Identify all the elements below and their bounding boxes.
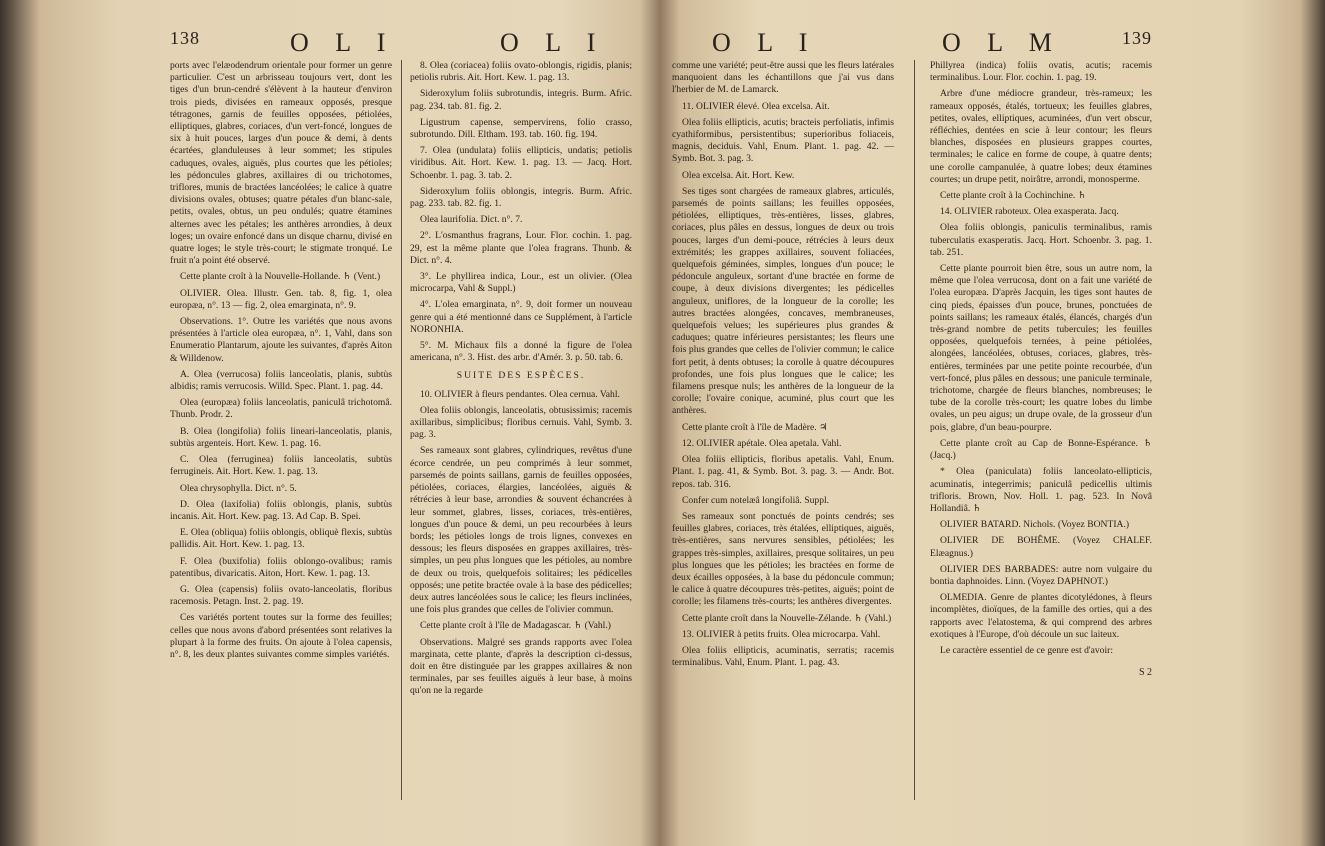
- running-head-right: [672, 28, 1152, 56]
- paragraph: Sideroxylum foliis oblongis, integris. Burm. Afric. pag. 233. tab. 82. fig. 1.: [410, 185, 632, 210]
- paragraph: Olea foliis ellipticis, acuminatis, serratis; racemis terminalibus. Vahl, Enum. Plant. 1. pag. 43.: [672, 644, 894, 669]
- paragraph: 5°. M. Michaux fils a donné la figure de l'olea americana, n°. 3. Hist. des arbr. d'Amér. 3. p. 50. tab. 6.: [410, 340, 632, 364]
- paragraph: G. Olea (capensis) foliis ovato-lanceolatis, floribus racemosis. Petagn. Inst. 2. pag. 19.: [170, 583, 392, 608]
- paragraph: 8. Olea (coriacea) foliis ovato-oblongis, rigidis, planis; petiolis rubris. Ait. Hort. Kew. 1. pag. 13.: [410, 60, 632, 84]
- paragraph: 12. OLIVIER apétale. Olea apetala. Vahl.: [682, 437, 842, 449]
- paragraph: Observations. Malgré ses grands rapports avec l'olea marginata, cette plante, d'après la description ci-dessus, doit en être distinguée par les grappes axillaires & non terminales, par ses feuilles aiguës à leur base, à moins qu'on ne la regarde: [410, 636, 632, 697]
- paragraph: Cette plante croît à la Cochinchine. ♄: [940, 190, 1087, 202]
- page-number: 138: [170, 28, 200, 48]
- section-heading: SUITE DES ESPÈCES.: [456, 370, 586, 382]
- paragraph: OLIVIER DES BARBADES: autre nom vulgaire du bontia daphnoides. Linn. (Voyez DAPHNOT.): [930, 563, 1152, 587]
- paragraph: Cette plante croît à la Nouvelle-Hollande. ♄ (Vent.): [180, 271, 381, 283]
- column-rule: [914, 60, 915, 800]
- text-column: [410, 60, 632, 702]
- running-head-title: O L M: [942, 28, 1062, 57]
- paragraph: Olea foliis ellipticis, floribus apetalis. Vahl, Enum. Plant. 1. pag. 41, & Symb. Bot. 3. pag. 3. — Andr. Bot. repos. tab. 316.: [672, 454, 894, 490]
- text-column: [672, 60, 894, 673]
- signature-mark: S 2: [1138, 666, 1152, 678]
- paragraph: Olea (europæa) foliis lanceolatis, paniculâ trichotomâ. Thunb. Prodr. 2.: [170, 397, 392, 421]
- paragraph: 4°. L'olea emarginata, n°. 9, doit former un nouveau genre qui a été mentionné dans ce Supplément, à l'article NORONHIA.: [410, 299, 632, 335]
- paragraph: Phillyrea (indica) foliis ovatis, acutis; racemis terminalibus. Lour. Flor. cochin. 1. pag. 19.: [930, 60, 1152, 84]
- paragraph: 13. OLIVIER à petits fruits. Olea microcarpa. Vahl.: [682, 628, 881, 640]
- paragraph: Olea laurifolia. Dict. n°. 7.: [420, 214, 523, 226]
- paragraph: * Olea (paniculata) foliis lanceolato-ellipticis, acuminatis, integerrimis; paniculâ pedicellis ultimis trifloris. Brown, Nov. Holl. 1. pag. 523. In Novâ Hollandiâ. ♄: [930, 466, 1152, 514]
- paragraph: OLIVIER. Olea. Illustr. Gen. tab. 8, fig. 1, olea europæa, n°. 13 — fig. 2, olea emarginata, n°. 9.: [170, 287, 392, 311]
- column-rule: [401, 60, 402, 800]
- paragraph: Cette plante croît à l'île de Madère. ♃: [682, 421, 828, 433]
- paragraph: Confer cum notelæâ longifoliâ. Suppl.: [682, 494, 830, 506]
- paragraph: C. Olea (ferruginea) foliis lanceolatis, subtùs ferrugineis. Ait. Hort. Kew. 1. pag. 13.: [170, 454, 392, 478]
- paragraph: OLIVIER BATARD. Nichols. (Voyez BONTIA.): [940, 519, 1130, 531]
- paragraph: ports avec l'elæodendrum orientale pour former un genre particulier. C'est un arbrisseau toujours vert, dont les tiges d'un brun-cendré s'élèvent à la hauteur d'environ trois pieds, divisées en rameaux opposés, presque tétragones, garnis de feuilles opposées, pétiolées, elliptiques, glabres, coriaces, d'un vert-foncé, longues de six à huit pouces, larges d'un pouce & demi, à dents écartées, glanduleuses à leur sommet; les stipules caduques, ovales, aiguës, plus courtes que les pétioles; les pédoncules glabres, axillaires di ou trichotomes, triflores, munis de bractées lancéolées; le calice à quatre divisions ovales, obtuses; quatre pétales d'un blanc-sale, petits, ovales, obtus, un peu ondulés; quatre étamines alternes avec les pétales; les anthères arrondies, à deux loges; un ovaire enfoncé dans un disque charnu, divisé en quatre loges; le style très-court; le stigmate tronqué. Le fruit n'a point été observé.: [170, 60, 392, 267]
- paragraph: 3°. Le phyllirea indica, Lour., est un olivier. (Olea microcarpa, Vahl & Suppl.): [410, 271, 632, 295]
- paragraph: 11. OLIVIER élevé. Olea excelsa. Ait.: [682, 100, 830, 112]
- paragraph: Arbre d'une médiocre grandeur, très-rameux; les rameaux opposés, étalés, tortueux; les feuilles glabres, petites, ovales, elliptiques, acuminées, d'un vert obscur, réfléchies, dentées en scie à leur contour; les fleurs blanches, disposées en plusieurs grappes courtes, terminales; le calice en forme de coupe, à quatre dents; une corolle campanulée, à quatre lobes; deux étamines courtes; un drupe petit, noirâtre, arrondi, monosperme.: [930, 88, 1152, 185]
- paragraph: B. Olea (longifolia) foliis lineari-lanceolatis, planis, subtùs argenteis. Hort. Kew. 1. pag. 16.: [170, 425, 392, 449]
- paragraph: 2°. L'osmanthus fragrans, Lour. Flor. cochin. 1. pag. 29, est la même plante que l'olea fragrans. Thunb. & Dict. n°. 4.: [410, 230, 632, 266]
- paragraph: OLIVIER DE BOHÊME. (Voyez CHALEF. Elæagnus.): [930, 535, 1152, 559]
- running-head-title: O L I: [290, 28, 396, 57]
- paragraph: OLMEDIA. Genre de plantes dicotylédones, à fleurs incomplètes, dioïques, de la famille des orties, qui a des rapports avec l'elatostema, & qui comprend des arbres exotiques à l'Europe, d'où découle un suc laiteux.: [930, 592, 1152, 640]
- paragraph: Ligustrum capense, sempervirens, folio crasso, subrotundo. Dill. Eltham. 193. tab. 160. fig. 194.: [410, 116, 632, 141]
- paragraph: 10. OLIVIER à fleurs pendantes. Olea cernua. Vahl.: [420, 388, 620, 400]
- paragraph: Cette plante pourroit bien être, sous un autre nom, la même que l'olea verrucosa, dont on a fait une variété de l'olea europæa. D'après Jacquin, les tiges sont hautes de cinq pieds, épaisses d'un pouce, brunes, ponctuées de points saillans; les rameaux étalés, élancés, chargés d'un très-grand nombre de petits tubercules; les feuilles opposées, quelquefois ternées, à peine pétiolées, alongées, lancéolées, obtuses, coriaces, glabres, très-entières, terminées par une petite pointe recourbée, d'un vert-foncé, plus pâles en dessous; une panicule terminale, trichotome, chargée de fleurs blanches, nombreuses; le tube de la corolle très-court; les quatre lobes du limbe ovales, un peu aigus; un drupe ovale, de la grosseur d'un pois, glabre, d'un beau-pourpre.: [930, 263, 1152, 433]
- text-column: [930, 60, 1152, 678]
- paragraph: comme une variété; peut-être aussi que les fleurs latérales manquoient dans les échantillons que j'ai vus dans l'herbier de M. de Lamarck.: [672, 60, 894, 96]
- paragraph: Ses rameaux sont ponctués de points cendrés; ses feuilles glabres, coriaces, très étalées, elliptiques, aiguës, très-entières, sans nervures sensibles, pétiolées; les grappes très-simples, axillaires, presque solitaires, un peu plus longues que les pétioles; les bractées en forme de deux écailles opposées, à la base du pédoncule commun; le calice à quatre découpures très-petites, aiguës; point de corolle; les filamens très-courts; les anthères divergentes.: [672, 510, 894, 608]
- paragraph: Ses rameaux sont glabres, cylindriques, revêtus d'une écorce cendrée, un peu comprimés à leur sommet, parsemés de points saillans, garnis de feuilles opposées, pétiolées, coriaces, élargies, lancéolées, aiguës & rétrécies à leur base, arrondies & souvent échancrées à leur sommet, glabres, lisses, coriaces, très-entières, longues d'un pouce & demi, un peu recourbées à leurs bords; les pétioles longs de trois lignes, convexes en dessous; les fleurs disposées en grappes axillaires, très-simples, un peu plus longues que les pétioles, au nombre de deux ou trois, quelquefois solitaires; les pédicelles opposés; une petite bractée ovale à la base des pédicelles; deux autres lancéolées sous le calice; les fleurs inclinées, une fois plus grandes que celles de l'olivier commun.: [410, 445, 632, 616]
- paragraph: A. Olea (verrucosa) foliis lanceolatis, planis, subtùs albidis; ramis verrucosis. Willd. Spec. Plant. 1. pag. 44.: [170, 368, 392, 393]
- page-number: 139: [1122, 28, 1152, 48]
- paragraph: Olea foliis oblongis, paniculis terminalibus, ramis tuberculatis exasperatis. Jacq. Hort. Schoenbr. 3. pag. 1. tab. 251.: [930, 222, 1152, 258]
- paragraph: Olea chrysophylla. Dict. n°. 5.: [180, 482, 297, 494]
- paragraph: Ses tiges sont chargées de rameaux glabres, articulés, parsemés de points saillans; les feuilles opposées, pétiolées, elliptiques, très-entières, lisses, glabres, coriaces, plus pâles en dessus, longues de deux ou trois pouces, larges d'un demi-pouce, rétrécies à leurs deux extrémités; les grappes axillaires, souvent foliacées, quelquefois géminées, simples, longues d'un pouce; le pédoncule anguleux, sortant d'une bractée en forme de coupe, à deux divisions divergentes; les pédicelles anguleux, uniflores, de la longueur de la corolle; les autres bractées alongées, concaves, membraneuses, quelquefois velues; les supérieures plus grandes & caduques; quatre inférieures persistantes; les fleurs une fois plus grandes que celles de l'olivier commun; le calice fort petit, à dents obtuses; la corolle à quatre découpures profondes, une fois plus longues que le calice; les filamens presque nuls; les anthères de la longueur de la corolle; l'ovaire conique, acuminé, plus court que les anthères.: [672, 185, 894, 417]
- paragraph: Ces variétés portent toutes sur la forme des feuilles; celles que nous avons d'abord présentées sont relatives la plupart à la forme des fruits. On ajoute à l'olea capensis, n°. 8, les deux plantes suivantes comme simples variétés.: [170, 612, 392, 660]
- text-column: [170, 60, 392, 665]
- paragraph: Sideroxylum foliis subrotundis, integris. Burm. Afric. pag. 234. tab. 81. fig. 2.: [410, 88, 632, 112]
- paragraph: Olea excelsa. Ait. Hort. Kew.: [682, 169, 795, 181]
- running-head-title: O L I: [500, 28, 606, 57]
- paragraph: E. Olea (obliqua) foliis oblongis, obliquè flexis, subtùs pallidis. Ait. Hort. Kew. 1. pag. 13.: [170, 527, 392, 551]
- paragraph: Olea foliis ellipticis, acutis; bracteis perfoliatis, infimis cyathiformibus, persistentibus; superioribus foliaceis, magnis, deciduis. Vahl, Enum. Plant. 1. pag. 42. — Symb. Bot. 3. pag. 3.: [672, 116, 894, 165]
- paragraph: Cette plante croît au Cap de Bonne-Espérance. ♄ (Jacq.): [930, 437, 1152, 462]
- paragraph: 14. OLIVIER raboteux. Olea exasperata. Jacq.: [940, 206, 1119, 218]
- paragraph: Olea foliis oblongis, lanceolatis, obtusissimis; racemis axillaribus, simplicibus; floribus cernuis. Vahl, Symb. 3. pag. 3.: [410, 404, 632, 441]
- paragraph: Observations. 1°. Outre les variétés que nous avons présentées à l'article olea europæa, n°. 1, Vahl, dans son Enumeratio Plantarum, ajoute les suivantes, d'après Aiton & Willdenow.: [170, 316, 392, 364]
- paragraph: Le caractère essentiel de ce genre est d'avoir:: [940, 644, 1113, 656]
- paragraph: Cette plante croît dans la Nouvelle-Zélande. ♄ (Vahl.): [682, 612, 892, 624]
- running-head-left: [170, 28, 630, 56]
- paragraph: D. Olea (laxifolia) foliis oblongis, planis, subtùs incanis. Ait. Hort. Kew. pag. 13. Ad Cap. B. Spei.: [170, 498, 392, 522]
- paragraph: Cette plante croît à l'île de Madagascar. ♄ (Vahl.): [420, 620, 611, 632]
- running-head-title: O L I: [712, 28, 818, 57]
- paragraph: F. Olea (buxifolia) foliis oblongo-ovalibus; ramis patentibus, divaricatis. Aiton, Hort. Kew. 1. pag. 13.: [170, 555, 392, 579]
- paragraph: 7. Olea (undulata) foliis ellipticis, undatis; petiolis viridibus. Ait. Hort. Kew. 1. pag. 13. — Jacq. Hort. Schoenbr. 1. pag. 3. tab. 2.: [410, 145, 632, 181]
